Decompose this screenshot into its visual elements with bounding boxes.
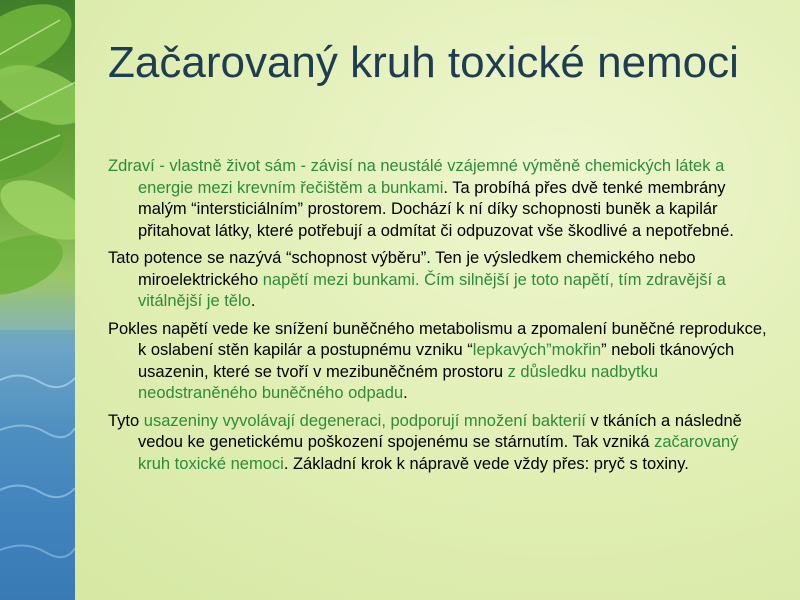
highlight-text: napětí mezi bunkami. Čím silnější je toto napětí, tím zdravější a vitálnější je tělo: [138, 270, 726, 310]
highlight-text: Zdraví - vlastně život sám - závisí na neustálé vzájemné výměně chemických látek a energie mezi krevním řečištěm a bunkami: [108, 157, 725, 197]
paragraph-selection-ability: [108, 248, 773, 313]
body-text: . Ta probíhá přes dvě tenké membrány malým “intersticiálním” prostorem. Dochází k ní díky schopnosti buněk a kapilár přitahovat látky, které potřebují a odmítat či odpuzovat vše škodlivé a nepotřebné.: [138, 178, 734, 240]
highlight-text: začarovaný kruh toxické nemoci: [138, 433, 739, 473]
decorative-leaf-water-strip: [0, 0, 75, 600]
leaf-illustration-icon: [0, 0, 75, 600]
body-text: .: [250, 292, 256, 310]
body-text: Pokles napětí vede ke snížení buněčného metabolismu a zpomalení buněčné reprodukce, k oslabení stěn kapilár a postupnému vzniku “: [108, 319, 767, 359]
body-text: . Základní krok k nápravě vede vždy přes: pryč s toxiny.: [283, 454, 689, 473]
slide-body: [108, 156, 773, 481]
body-text: Tyto: [108, 411, 144, 430]
highlight-text: usazeniny vyvolávají degeneraci, podporují množení bakterií: [143, 411, 586, 430]
paragraph-tension-decline: [108, 319, 773, 405]
paragraph-health-exchange: [108, 156, 773, 242]
body-text: ” neboli tkánových usazenin, které se tvoří v mezibuněčném prostoru: [138, 341, 735, 381]
highlight-text: z důsledku nadbytku neodstraněného buněčného odpadu: [138, 362, 659, 402]
highlight-text: lepkavých”mokřin: [472, 341, 602, 359]
body-text: Tato potence se nazývá “schopnost výběru”. Ten je výsledkem chemického nebo miroelektrického: [108, 249, 696, 289]
body-text: v tkáních a následně vedou ke genetickému poškození spojenému se stárnutím. Tak vzniká: [138, 411, 742, 451]
slide-title: Začarovaný kruh toxické nemoci: [108, 38, 739, 87]
paragraph-vicious-circle: [108, 411, 773, 476]
body-text: .: [403, 384, 408, 402]
